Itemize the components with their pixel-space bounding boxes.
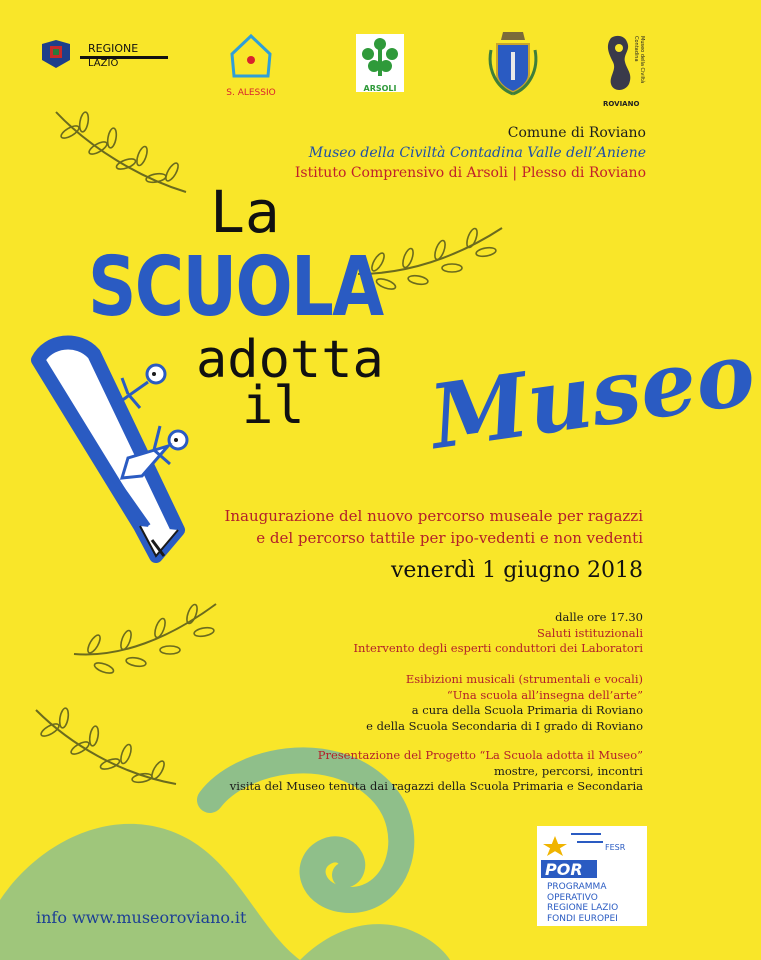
s-alessio-label: S. ALESSIO bbox=[226, 88, 276, 98]
program-presentazione: Presentazione del Progetto “La Scuola adotta il Museo” bbox=[317, 748, 643, 762]
por-fesr-logo bbox=[537, 826, 647, 926]
regione-line2: LAZIO bbox=[88, 58, 119, 69]
header-istituto: Istituto Comprensivo di Arsoli | Plesso di Roviano bbox=[294, 165, 646, 181]
por-text bbox=[547, 882, 618, 924]
fesr-label: FESR bbox=[605, 843, 626, 852]
event-date: venerdì 1 giugno 2018 bbox=[390, 558, 643, 583]
header-museo: Museo della Civiltà Contadina Valle dell’Aniene bbox=[308, 145, 646, 161]
program-cura1: a cura della Scuola Primaria di Roviano bbox=[411, 703, 643, 717]
header-comune: Comune di Roviano bbox=[507, 125, 646, 141]
footer-url-link[interactable]: www.museoroviano.it bbox=[72, 908, 247, 927]
arsoli-logo bbox=[356, 34, 404, 92]
program-block-3 bbox=[230, 748, 643, 795]
program-saluti: Saluti istituzionali bbox=[537, 625, 643, 640]
title-il: il bbox=[242, 376, 305, 436]
program-visita: visita del Museo tenuta dai ragazzi della Scuola Primaria e Secondaria bbox=[229, 779, 643, 793]
inauguration-line1: Inaugurazione del nuovo percorso museale per ragazzi bbox=[224, 507, 643, 525]
arsoli-label: ARSOLI bbox=[363, 84, 397, 93]
inauguration-block bbox=[224, 505, 643, 549]
s-alessio-logo bbox=[222, 32, 280, 100]
title-la: La bbox=[210, 178, 280, 246]
pencil-illustration bbox=[28, 330, 228, 570]
title-museo: Museo bbox=[424, 320, 761, 469]
program-block-1 bbox=[353, 610, 643, 657]
program-time: dalle ore 17.30 bbox=[555, 610, 643, 624]
por-line1: PROGRAMMA bbox=[547, 882, 607, 892]
roviano-museum-logo bbox=[603, 34, 647, 106]
program-block-2 bbox=[366, 672, 643, 734]
por-line2: OPERATIVO bbox=[547, 892, 598, 903]
por-line3: REGIONE LAZIO bbox=[547, 903, 619, 913]
title-adotta: adotta bbox=[196, 330, 384, 390]
inauguration-line2: e del percorso tattile per ipo-vedenti e non vedenti bbox=[256, 529, 643, 547]
roviano-coat-of-arms bbox=[487, 30, 539, 98]
program-esibizioni: Esibizioni musicali (strumentali e vocali) bbox=[405, 672, 643, 686]
program-esperti: Intervento degli esperti conduttori dei Laboratori bbox=[353, 641, 643, 655]
footer-info-label: info bbox=[36, 908, 67, 927]
roviano-side-label: Museo della Civiltà Contadina bbox=[633, 36, 645, 84]
program-insegna: “Una scuola all’insegna dell’arte” bbox=[446, 687, 643, 702]
regione-line1: REGIONE bbox=[88, 42, 139, 55]
title-scuola: SCUOLA bbox=[88, 240, 383, 335]
por-line4: FONDI EUROPEI bbox=[547, 913, 618, 924]
laurel-branch-lower-left-icon bbox=[30, 704, 180, 794]
program-cura2: e della Scuola Secondaria di I grado di Roviano bbox=[366, 718, 643, 733]
regione-lazio-logo bbox=[36, 38, 170, 68]
laurel-branch-top-left-icon bbox=[50, 108, 190, 198]
roviano-label: ROVIANO bbox=[603, 100, 640, 108]
footer-info bbox=[36, 908, 246, 927]
program-mostre: mostre, percorsi, incontri bbox=[493, 763, 643, 778]
laurel-branch-middle-left-icon bbox=[70, 598, 220, 682]
por-label: POR bbox=[545, 860, 583, 879]
